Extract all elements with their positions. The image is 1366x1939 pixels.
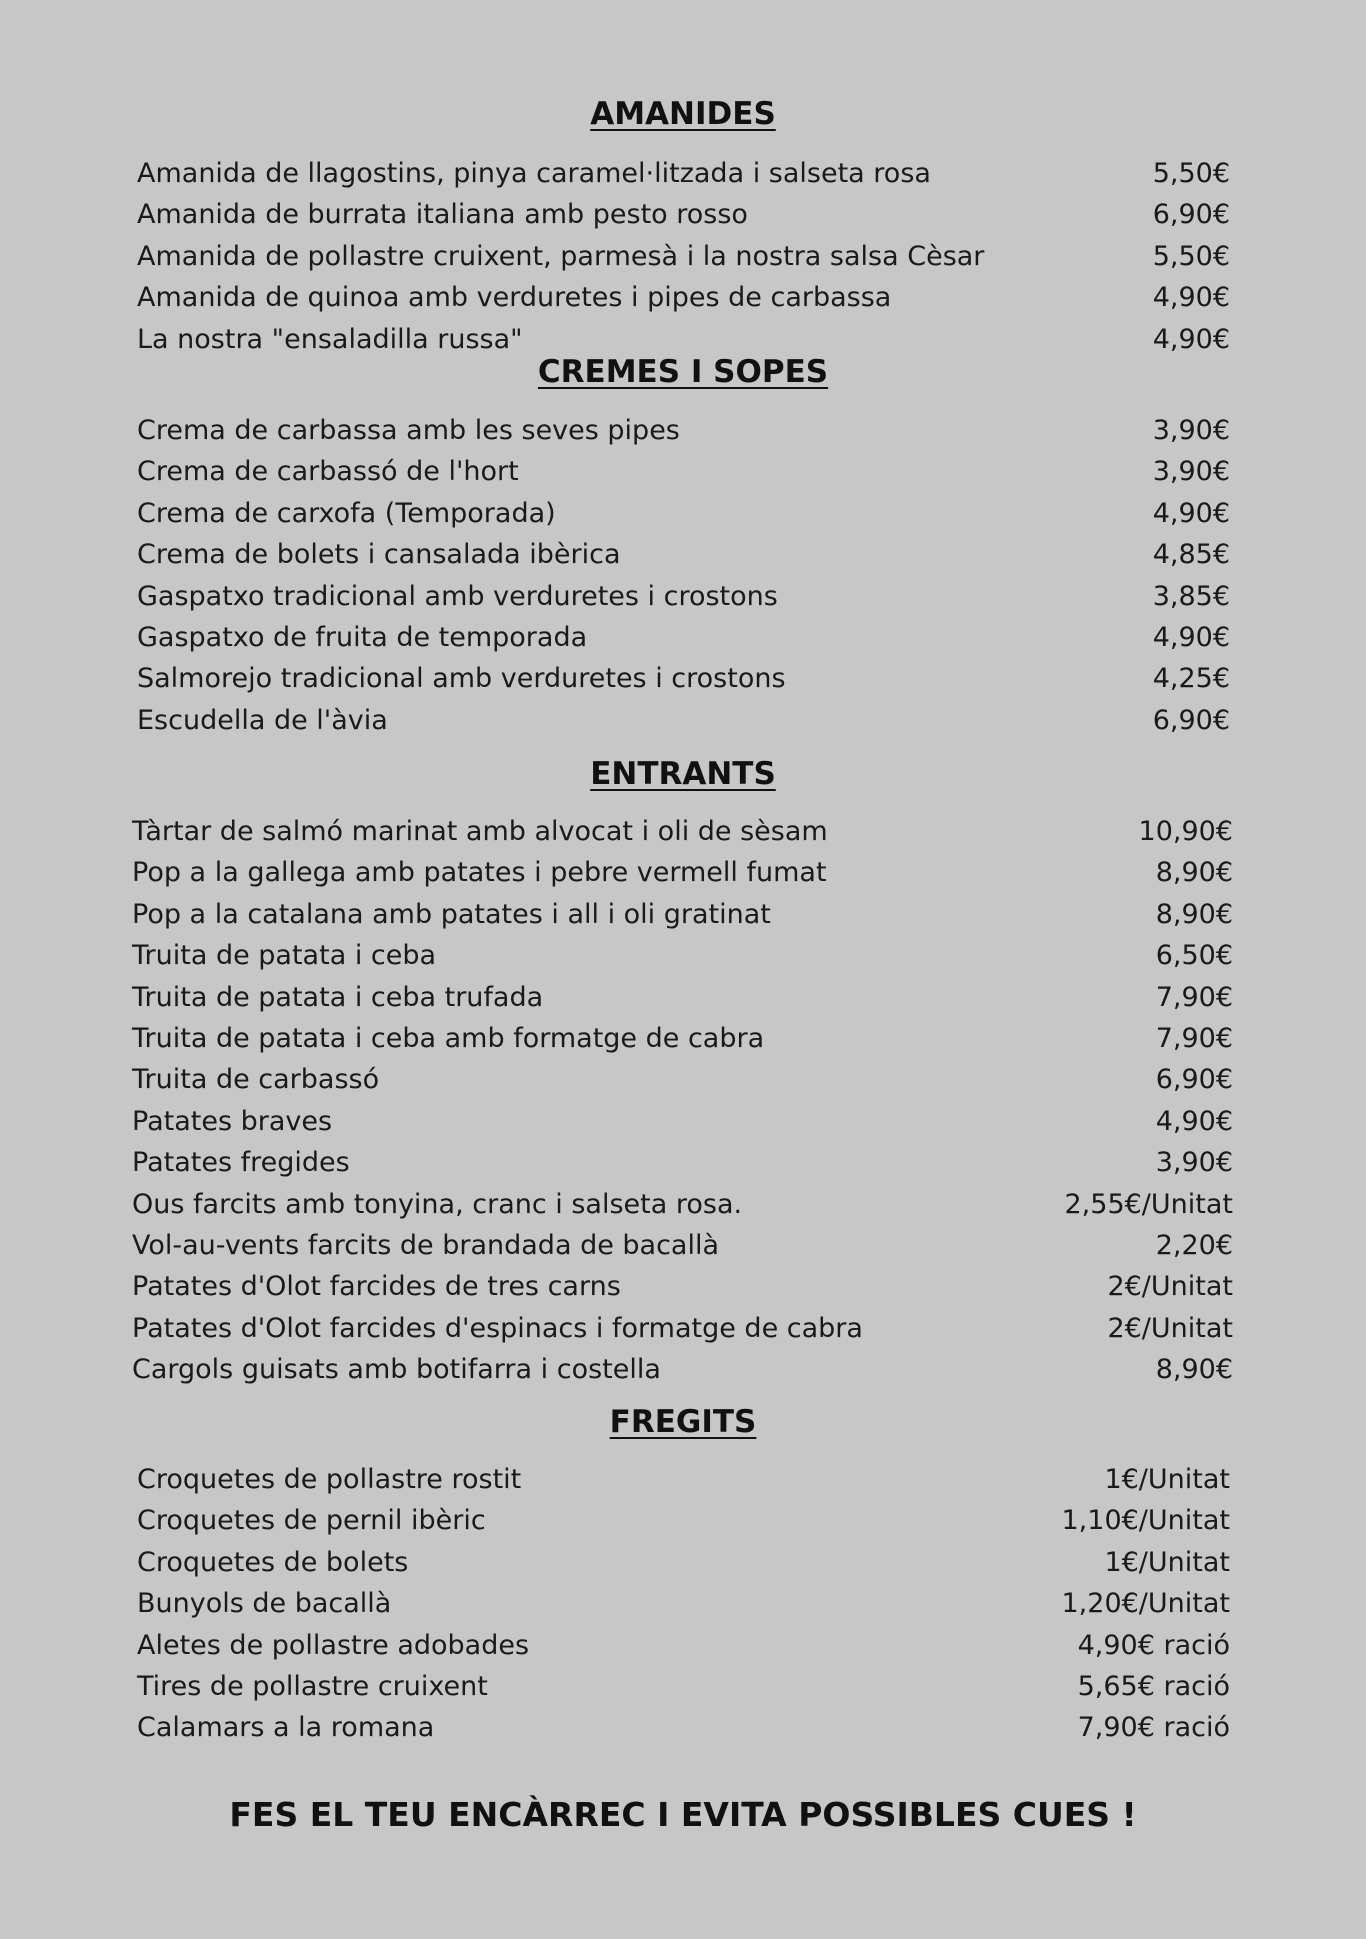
item-name: Aletes de pollastre adobades [137, 1629, 530, 1661]
item-name: Escudella de l'àvia [137, 704, 388, 736]
item-name: Croquetes de bolets [137, 1546, 409, 1578]
item-price: 2€/Unitat [1107, 1312, 1233, 1344]
item-name: Crema de carxofa (Temporada) [137, 497, 556, 529]
item-price: 7,90€ [1155, 1022, 1233, 1054]
item-price: 1,10€/Unitat [1061, 1505, 1230, 1537]
item-name: Bunyols de bacallà [137, 1588, 392, 1620]
item-price: 3,90€ [1152, 456, 1230, 488]
item-name: Gaspatxo tradicional amb verduretes i crostons [137, 580, 778, 612]
item-price: 4,90€ [1152, 621, 1230, 653]
item-price: 4,90€ ració [1077, 1629, 1230, 1661]
section-title-entrants: ENTRANTS [590, 756, 776, 792]
item-name: Calamars a la romana [137, 1712, 435, 1744]
item-name: Crema de carbassó de l'hort [137, 456, 519, 488]
menu-item [137, 576, 1230, 617]
menu-item [137, 1625, 1230, 1666]
section-list-fregits [137, 1459, 1230, 1749]
item-name: Amanida de burrata italiana amb pesto rosso [137, 199, 748, 231]
menu-item [132, 894, 1233, 935]
section-title-amanides: AMANIDES [590, 96, 776, 132]
item-price: 3,90€ [1152, 415, 1230, 446]
item-price: 2€/Unitat [1107, 1271, 1233, 1303]
item-name: Patates fregides [132, 1147, 350, 1179]
menu-item [132, 977, 1233, 1018]
item-price: 1€/Unitat [1104, 1546, 1230, 1578]
item-name: Amanida de quinoa amb verduretes i pipes de carbassa [137, 282, 892, 314]
footer-order-notice: FES EL TEU ENCÀRREC I EVITA POSSIBLES CUES ! [229, 1795, 1137, 1834]
menu-item [137, 1666, 1230, 1707]
item-price: 6,90€ [1155, 1064, 1233, 1096]
section-title-fregits: FREGITS [609, 1404, 757, 1440]
item-price: 7,90€ ració [1077, 1712, 1230, 1744]
item-price: 8,90€ [1155, 1354, 1233, 1386]
item-name: Pop a la gallega amb patates i pebre vermell fumat [132, 857, 827, 889]
item-name: Patates d'Olot farcides de tres carns [132, 1271, 621, 1303]
menu-item [137, 1583, 1230, 1624]
menu-item [137, 658, 1230, 699]
item-name: Cargols guisats amb botifarra i costella [132, 1354, 661, 1386]
item-name: Truita de patata i ceba trufada [132, 981, 544, 1013]
item-name: Gaspatxo de fruita de temporada [137, 621, 588, 653]
menu-item [132, 1059, 1233, 1100]
section-list-amanides [137, 153, 1230, 360]
menu-item [137, 1500, 1230, 1541]
item-price: 3,90€ [1155, 1147, 1233, 1179]
item-price: 2,20€ [1155, 1229, 1233, 1261]
item-price: 4,85€ [1152, 539, 1230, 571]
menu-item [132, 1308, 1233, 1349]
menu-item [137, 700, 1230, 741]
item-price: 6,90€ [1152, 704, 1230, 736]
menu-item [137, 1542, 1230, 1583]
item-price: 1€/Unitat [1104, 1464, 1230, 1495]
item-price: 5,50€ [1152, 158, 1230, 189]
menu-item [132, 811, 1233, 852]
menu-item [137, 236, 1230, 277]
item-name: Vol-au-vents farcits de brandada de bacallà [132, 1229, 720, 1261]
item-name: Croquetes de pernil ibèric [137, 1505, 486, 1537]
item-price: 5,50€ [1152, 240, 1230, 272]
menu-item [132, 852, 1233, 893]
item-name: Patates braves [132, 1105, 333, 1137]
menu-item [132, 1018, 1233, 1059]
item-price: 4,90€ [1152, 323, 1230, 355]
menu-item [132, 1266, 1233, 1307]
item-name: Croquetes de pollastre rostit [137, 1464, 522, 1495]
menu-item [137, 451, 1230, 492]
item-name: Truita de patata i ceba amb formatge de cabra [132, 1022, 765, 1054]
menu-item [132, 1349, 1233, 1390]
item-price: 4,90€ [1152, 282, 1230, 314]
menu-item [137, 617, 1230, 658]
menu-item [132, 1142, 1233, 1183]
item-price: 8,90€ [1155, 857, 1233, 889]
item-name: Truita de carbassó [132, 1064, 380, 1096]
item-price: 1,20€/Unitat [1061, 1588, 1230, 1620]
menu-item [132, 1101, 1233, 1142]
item-name: Truita de patata i ceba [132, 940, 437, 972]
menu-item [137, 410, 1230, 451]
section-title-cremes-i-sopes: CREMES I SOPES [537, 354, 829, 390]
item-name: Crema de carbassa amb les seves pipes [137, 415, 680, 446]
item-price: 4,90€ [1152, 497, 1230, 529]
item-name: Amanida de pollastre cruixent, parmesà i la nostra salsa Cèsar [137, 240, 985, 272]
item-name: La nostra "ensaladilla russa" [137, 323, 523, 355]
item-price: 6,50€ [1155, 940, 1233, 972]
item-name: Amanida de llagostins, pinya caramel·litzada i salseta rosa [137, 158, 931, 189]
menu-item [137, 534, 1230, 575]
section-list-entrants [132, 811, 1233, 1390]
item-name: Crema de bolets i cansalada ibèrica [137, 539, 621, 571]
menu-item [137, 194, 1230, 235]
item-price: 2,55€/Unitat [1064, 1188, 1233, 1220]
item-price: 5,65€ ració [1077, 1670, 1230, 1702]
item-name: Ous farcits amb tonyina, cranc i salseta rosa. [132, 1188, 743, 1220]
menu-item [137, 1459, 1230, 1500]
menu-item [137, 493, 1230, 534]
item-price: 4,90€ [1155, 1105, 1233, 1137]
item-price: 7,90€ [1155, 981, 1233, 1013]
menu-item [132, 1225, 1233, 1266]
item-price: 8,90€ [1155, 898, 1233, 930]
menu-item [137, 153, 1230, 194]
item-name: Pop a la catalana amb patates i all i oli gratinat [132, 898, 771, 930]
item-price: 4,25€ [1152, 663, 1230, 695]
section-list-cremes-i-sopes [137, 410, 1230, 741]
item-price: 6,90€ [1152, 199, 1230, 231]
item-name: Salmorejo tradicional amb verduretes i crostons [137, 663, 786, 695]
menu-item [132, 935, 1233, 976]
menu-item [132, 1184, 1233, 1225]
menu-item [137, 1707, 1230, 1748]
item-name: Tires de pollastre cruixent [137, 1670, 488, 1702]
menu-item [137, 277, 1230, 318]
item-price: 3,85€ [1152, 580, 1230, 612]
item-price: 10,90€ [1138, 816, 1233, 847]
item-name: Tàrtar de salmó marinat amb alvocat i oli de sèsam [132, 816, 828, 847]
item-name: Patates d'Olot farcides d'espinacs i formatge de cabra [132, 1312, 863, 1344]
